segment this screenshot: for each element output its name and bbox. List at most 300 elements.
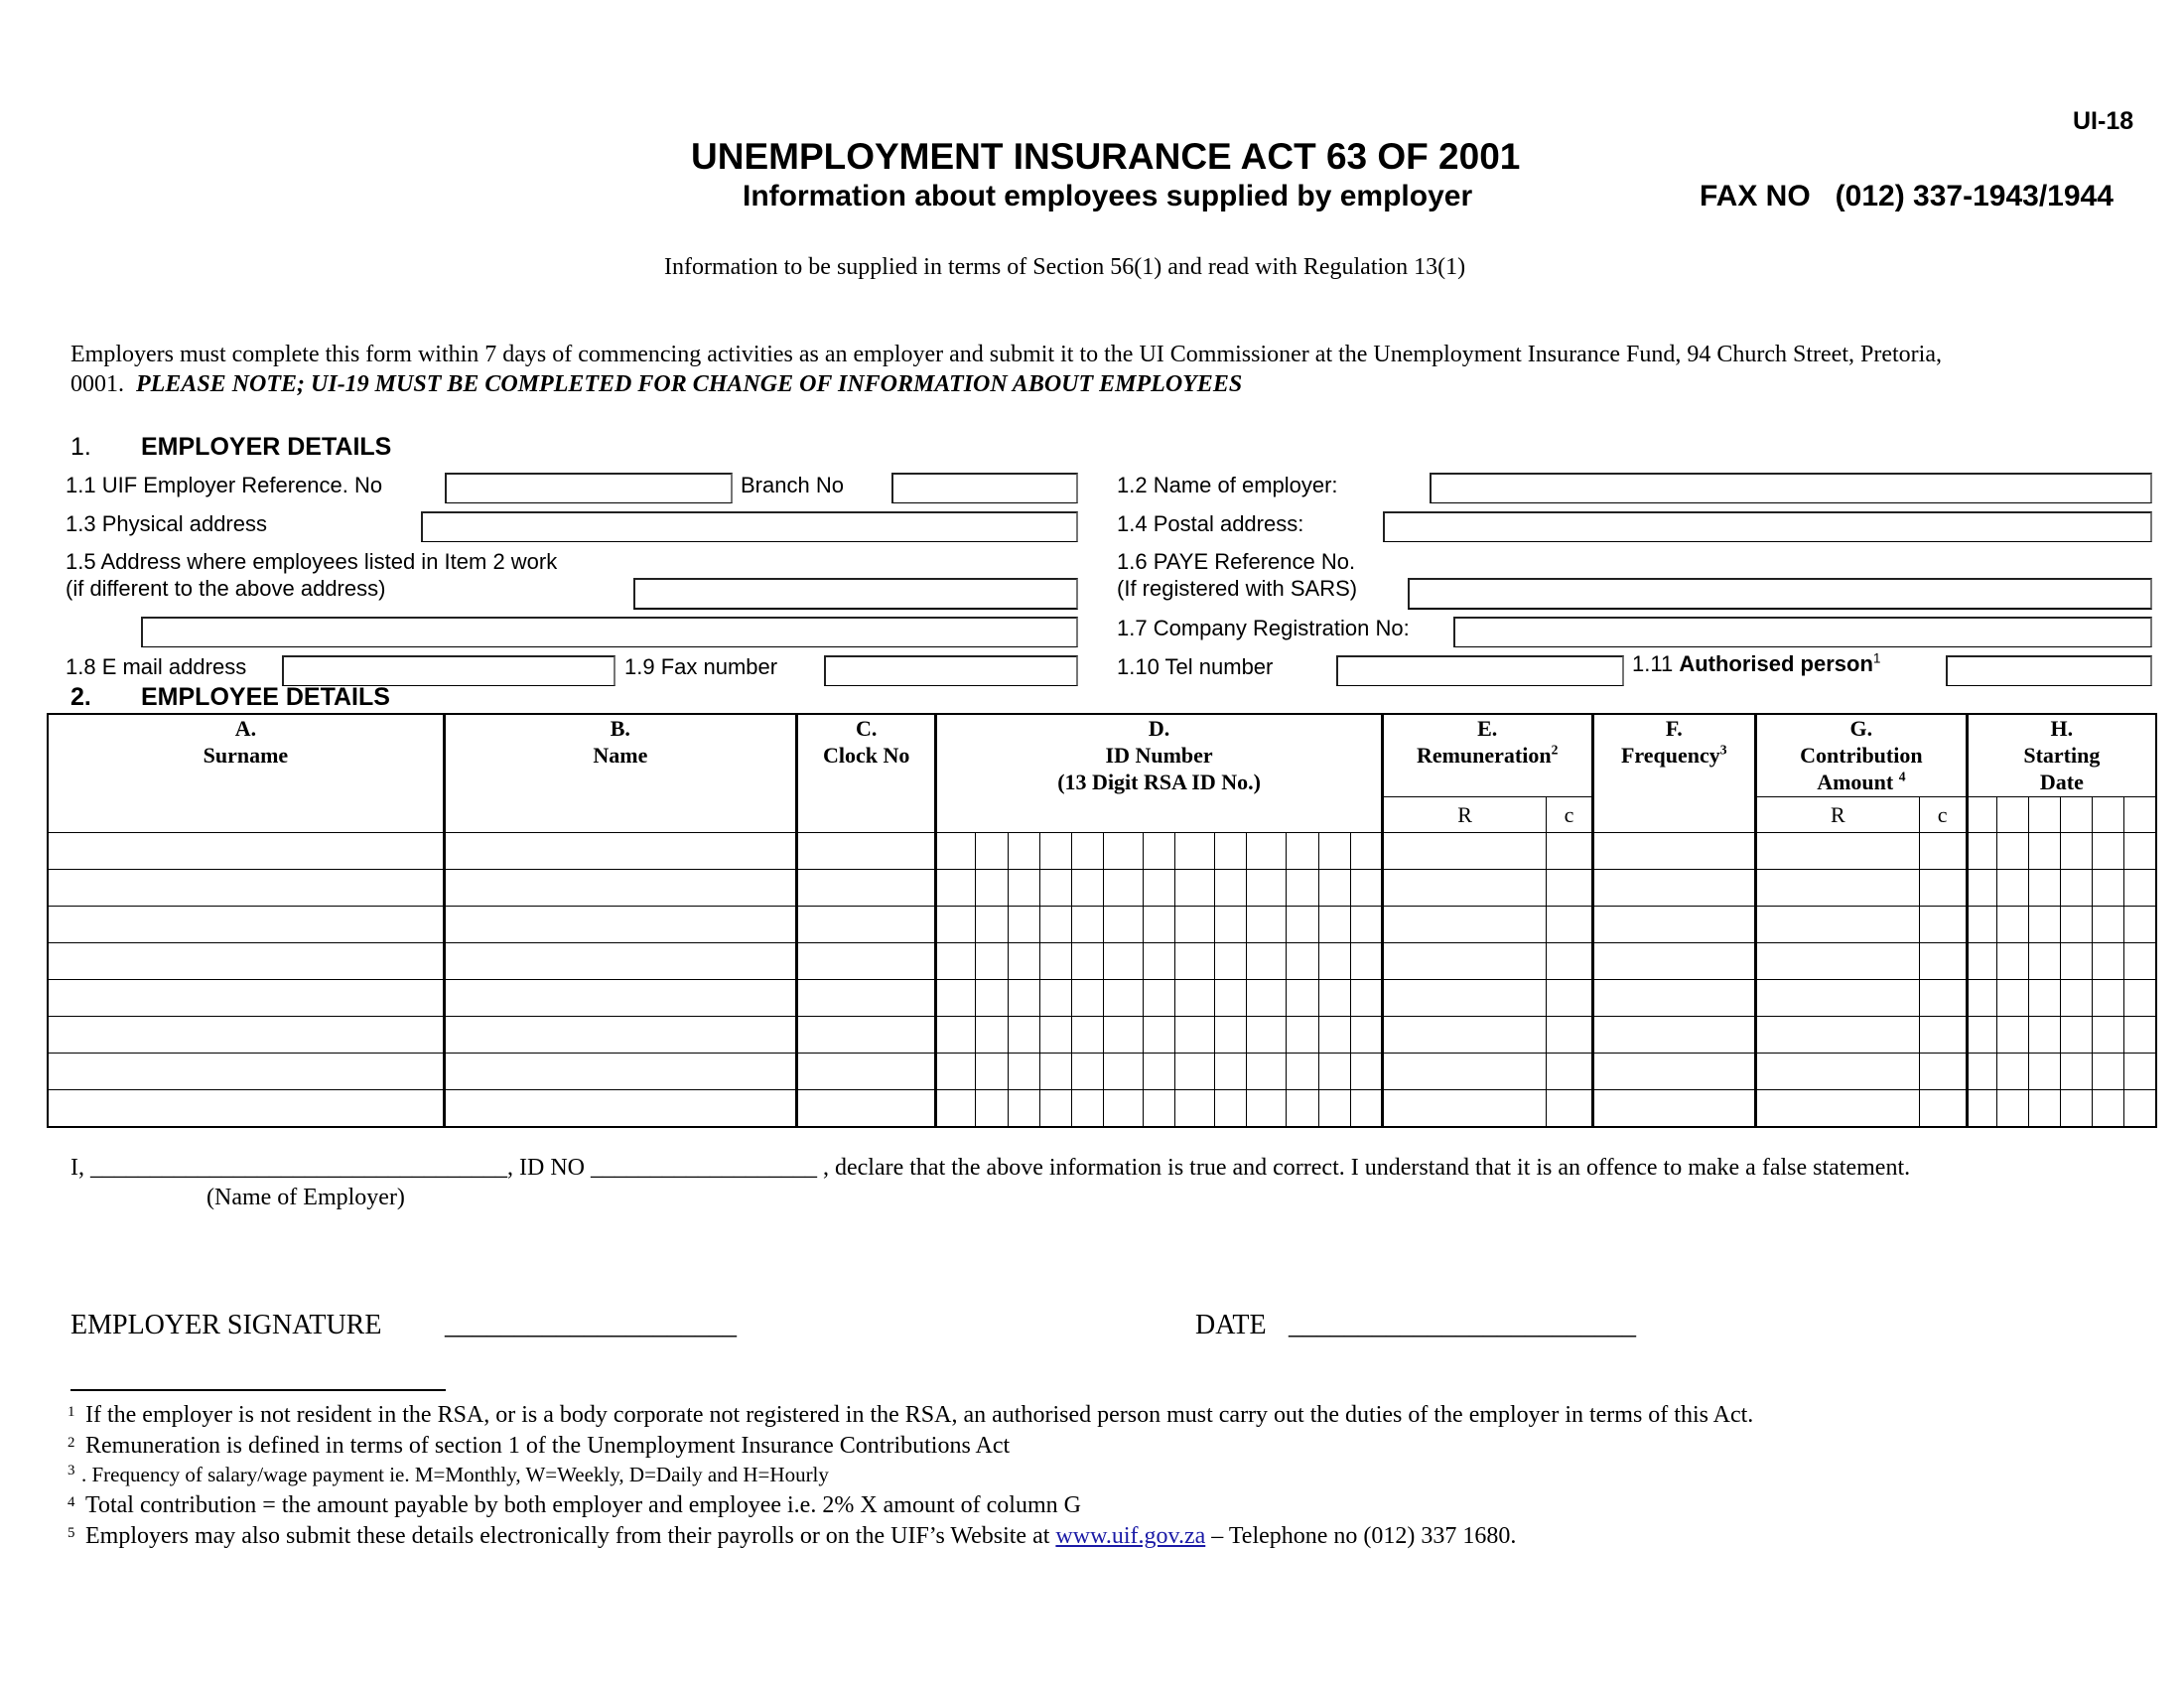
table-cell[interactable] (796, 1017, 935, 1054)
table-cell[interactable] (1919, 870, 1967, 907)
table-cell[interactable] (1318, 907, 1350, 943)
postal-address-label: 1.4 Postal address: (1117, 511, 1304, 536)
table-cell[interactable] (1008, 833, 1039, 870)
table-cell[interactable] (2124, 1017, 2156, 1054)
table-cell[interactable] (976, 1017, 1008, 1054)
table-cell[interactable] (1756, 980, 1920, 1017)
table-cell[interactable] (1756, 1017, 1920, 1054)
table-cell[interactable] (1967, 943, 1996, 980)
section-1-number: 1. (70, 433, 91, 461)
footnote-4: 4 Total contribution = the amount payable by both employer and employee i.e. 2% X amount of column G (68, 1492, 1081, 1518)
table-cell[interactable] (1143, 980, 1174, 1017)
footnote-1: 1 If the employer is not resident in the RSA, or is a body corporate not registered in the RSA, an authorised person must carry out the duties of the employer in terms of this Act. (68, 1402, 1754, 1428)
table-cell[interactable] (936, 833, 976, 870)
table-cell[interactable] (1350, 1054, 1382, 1090)
table-cell[interactable] (1247, 870, 1287, 907)
table-cell[interactable] (1967, 980, 1996, 1017)
table-cell[interactable] (1008, 943, 1039, 980)
branch-no-label: Branch No (741, 473, 844, 497)
table-cell[interactable] (1175, 1090, 1215, 1128)
col-h-box (2093, 797, 2124, 833)
declaration-text: I, ___________________________________, ID NO ___________________ , declare that the above information is true and correct. I understand that it is an offence to make a false statement. (70, 1155, 1911, 1181)
col-f-header: F. Frequency$^3$ (1592, 714, 1756, 833)
table-cell[interactable] (796, 833, 935, 870)
table-cell[interactable] (1215, 907, 1247, 943)
table-cell[interactable] (1039, 943, 1071, 980)
table-cell[interactable] (1008, 907, 1039, 943)
table-cell[interactable] (1143, 943, 1174, 980)
table-cell[interactable] (1318, 833, 1350, 870)
col-e-rand: R (1382, 797, 1547, 833)
col-c-header: C. Clock No (796, 714, 935, 833)
table-cell[interactable] (796, 870, 935, 907)
authorised-person-number: 1.11 (1632, 651, 1674, 676)
section-1-title: EMPLOYER DETAILS (141, 433, 392, 461)
table-cell[interactable] (976, 943, 1008, 980)
table-cell[interactable] (1215, 1054, 1247, 1090)
col-a-header: A. Surname (48, 714, 444, 833)
table-cell[interactable] (1103, 833, 1143, 870)
table-cell[interactable] (796, 1054, 935, 1090)
table-cell[interactable] (444, 943, 796, 980)
table-cell[interactable] (1547, 907, 1592, 943)
fax-number-header: FAX NO (012) 337-1943/1944 (1700, 180, 2114, 212)
table-cell[interactable] (1039, 1054, 1071, 1090)
table-cell[interactable] (1547, 943, 1592, 980)
table-cell[interactable] (48, 1090, 444, 1128)
uif-ref-input[interactable] (445, 473, 733, 503)
section-2-number: 2. (70, 683, 91, 711)
table-cell[interactable] (1382, 1054, 1547, 1090)
table-cell[interactable] (2093, 1017, 2124, 1054)
table-cell[interactable] (796, 980, 935, 1017)
table-cell[interactable] (1592, 943, 1756, 980)
signature-label: EMPLOYER SIGNATURE (70, 1310, 382, 1340)
table-cell[interactable] (1919, 943, 1967, 980)
table-cell[interactable] (1919, 980, 1967, 1017)
table-cell[interactable] (1756, 1054, 1920, 1090)
table-cell[interactable] (976, 833, 1008, 870)
work-address-input[interactable] (633, 578, 1078, 610)
table-cell[interactable] (1071, 943, 1103, 980)
postal-address-input[interactable] (1383, 511, 2152, 542)
table-cell[interactable] (1103, 907, 1143, 943)
table-cell[interactable] (1103, 943, 1143, 980)
table-cell[interactable] (1967, 833, 1996, 870)
table-cell[interactable] (2093, 870, 2124, 907)
table-cell[interactable] (1350, 1017, 1382, 1054)
table-cell[interactable] (48, 1054, 444, 1090)
table-cell[interactable] (1287, 907, 1318, 943)
table-cell[interactable] (1547, 833, 1592, 870)
table-cell[interactable] (1592, 870, 1756, 907)
col-h-box (2060, 797, 2092, 833)
company-reg-input[interactable] (1453, 617, 2152, 647)
table-cell[interactable] (1071, 980, 1103, 1017)
table-cell[interactable] (1247, 943, 1287, 980)
table-cell[interactable] (1008, 1090, 1039, 1128)
footnote-separator (70, 1389, 446, 1391)
table-cell[interactable] (2124, 870, 2156, 907)
table-cell[interactable] (1919, 1090, 1967, 1128)
authorised-person-sup: 1 (1872, 650, 1881, 666)
table-cell[interactable] (1382, 833, 1547, 870)
tel-input[interactable] (1336, 655, 1624, 686)
section-reference: Information to be supplied in terms of Section 56(1) and read with Regulation 13(1) (664, 254, 1466, 280)
table-cell[interactable] (444, 980, 796, 1017)
table-cell[interactable] (1071, 1054, 1103, 1090)
col-e-header: E. Remuneration$^2$ (1382, 714, 1592, 797)
table-cell[interactable] (1919, 1054, 1967, 1090)
table-cell[interactable] (2028, 980, 2060, 1017)
table-cell[interactable] (1008, 870, 1039, 907)
col-h-box (2124, 797, 2156, 833)
table-cell[interactable] (1756, 1090, 1920, 1128)
table-cell[interactable] (1143, 833, 1174, 870)
table-cell[interactable] (1547, 870, 1592, 907)
work-address-input-2[interactable] (141, 617, 1078, 647)
table-cell[interactable] (1756, 833, 1920, 870)
table-cell[interactable] (796, 943, 935, 980)
table-cell[interactable] (2060, 833, 2092, 870)
table-cell[interactable] (1547, 1090, 1592, 1128)
table-cell[interactable] (1039, 1090, 1071, 1128)
table-cell[interactable] (444, 870, 796, 907)
table-cell[interactable] (1143, 1054, 1174, 1090)
table-row (48, 907, 2156, 943)
table-cell[interactable] (1592, 980, 1756, 1017)
table-cell[interactable] (1247, 833, 1287, 870)
physical-address-label: 1.3 Physical address (66, 511, 267, 536)
table-cell[interactable] (2028, 943, 2060, 980)
footnote-5: 5 Employers may also submit these details electronically from their payrolls or on the UIF’s Website at www.uif.gov.za – Telephone no (012) 337 1680. (68, 1523, 1517, 1549)
table-row (48, 833, 2156, 870)
table-cell[interactable] (1318, 980, 1350, 1017)
table-row (48, 1054, 2156, 1090)
table-cell[interactable] (2093, 1090, 2124, 1128)
table-cell[interactable] (2028, 1090, 2060, 1128)
table-cell[interactable] (1143, 1017, 1174, 1054)
table-row (48, 870, 2156, 907)
table-cell[interactable] (1071, 833, 1103, 870)
table-cell[interactable] (1039, 980, 1071, 1017)
table-cell[interactable] (48, 980, 444, 1017)
table-row (48, 1017, 2156, 1054)
table-cell[interactable] (1103, 870, 1143, 907)
col-h-box (1996, 797, 2028, 833)
table-cell[interactable] (1967, 1054, 1996, 1090)
table-cell[interactable] (936, 1054, 976, 1090)
table-cell[interactable] (1247, 1090, 1287, 1128)
table-cell[interactable] (2124, 1054, 2156, 1090)
branch-no-input[interactable] (891, 473, 1078, 503)
table-cell[interactable] (2028, 1054, 2060, 1090)
table-cell[interactable] (1547, 980, 1592, 1017)
fax-label: 1.9 Fax number (624, 654, 778, 679)
table-cell[interactable] (1071, 870, 1103, 907)
table-cell[interactable] (48, 943, 444, 980)
table-cell[interactable] (1247, 1017, 1287, 1054)
table-cell[interactable] (1592, 1090, 1756, 1128)
table-cell[interactable] (444, 1017, 796, 1054)
col-g-cents: c (1919, 797, 1967, 833)
table-cell[interactable] (1008, 980, 1039, 1017)
table-cell[interactable] (1318, 1017, 1350, 1054)
table-cell[interactable] (1996, 1017, 2028, 1054)
table-cell[interactable] (2093, 980, 2124, 1017)
table-cell[interactable] (1143, 1090, 1174, 1128)
table-cell[interactable] (1247, 907, 1287, 943)
table-cell[interactable] (1247, 1054, 1287, 1090)
table-cell[interactable] (1287, 980, 1318, 1017)
table-cell[interactable] (1247, 980, 1287, 1017)
table-cell[interactable] (2124, 907, 2156, 943)
table-cell[interactable] (2093, 907, 2124, 943)
table-cell[interactable] (976, 1090, 1008, 1128)
col-g-rand: R (1756, 797, 1920, 833)
table-row (48, 980, 2156, 1017)
table-cell[interactable] (1215, 943, 1247, 980)
table-cell[interactable] (1919, 1017, 1967, 1054)
table-cell[interactable] (1215, 870, 1247, 907)
table-cell[interactable] (1350, 980, 1382, 1017)
table-cell[interactable] (976, 980, 1008, 1017)
employer-name-label: 1.2 Name of employer: (1117, 473, 1338, 497)
authorised-person-label (1632, 651, 1880, 677)
table-cell[interactable] (2124, 943, 2156, 980)
work-address-label: 1.5 Address where employees listed in Item 2 work (66, 549, 558, 574)
table-cell[interactable] (1382, 1017, 1547, 1054)
table-cell[interactable] (1008, 1054, 1039, 1090)
table-cell[interactable] (1071, 907, 1103, 943)
col-h-box (1967, 797, 1996, 833)
table-cell[interactable] (2060, 1054, 2092, 1090)
table-cell[interactable] (1215, 980, 1247, 1017)
uif-website-link[interactable]: www.uif.gov.za (1055, 1523, 1206, 1549)
table-cell[interactable] (936, 1090, 976, 1128)
table-cell[interactable] (2028, 1017, 2060, 1054)
table-cell[interactable] (796, 1090, 935, 1128)
employee-table (47, 713, 2157, 1128)
footnote-3: 3 . Frequency of salary/wage payment ie. M=Monthly, W=Weekly, D=Daily and H=Hourly (68, 1463, 829, 1486)
table-cell[interactable] (1756, 907, 1920, 943)
table-cell[interactable] (1592, 907, 1756, 943)
table-cell[interactable] (1592, 1017, 1756, 1054)
table-cell[interactable] (1350, 870, 1382, 907)
table-cell[interactable] (2060, 870, 2092, 907)
table-cell[interactable] (1318, 870, 1350, 907)
table-cell[interactable] (2028, 833, 2060, 870)
table-cell[interactable] (1039, 907, 1071, 943)
table-cell[interactable] (976, 1054, 1008, 1090)
table-cell[interactable] (2093, 833, 2124, 870)
table-cell[interactable] (1350, 907, 1382, 943)
col-h-header: H. Starting Date (1967, 714, 2156, 797)
table-cell[interactable] (1382, 870, 1547, 907)
table-cell[interactable] (1039, 870, 1071, 907)
table-cell[interactable] (1143, 907, 1174, 943)
table-cell[interactable] (1103, 1054, 1143, 1090)
table-cell[interactable] (936, 943, 976, 980)
col-g-header: G. Contribution Amount $^4$ (1756, 714, 1968, 797)
table-cell[interactable] (1175, 833, 1215, 870)
table-cell[interactable] (2060, 980, 2092, 1017)
table-cell[interactable] (48, 833, 444, 870)
authorised-person-text: Authorised person (1679, 651, 1873, 676)
table-cell[interactable] (2093, 1054, 2124, 1090)
table-cell[interactable] (2060, 907, 2092, 943)
table-cell[interactable] (444, 907, 796, 943)
table-cell[interactable] (1919, 907, 1967, 943)
table-cell[interactable] (1967, 1017, 1996, 1054)
signature-line[interactable]: _____________________ (445, 1310, 737, 1340)
paye-ref-label: 1.6 PAYE Reference No. (1117, 549, 1356, 574)
date-line[interactable]: _________________________ (1289, 1310, 1636, 1340)
declaration-name-caption: (Name of Employer) (206, 1185, 405, 1210)
table-cell[interactable] (936, 1017, 976, 1054)
table-cell[interactable] (2060, 943, 2092, 980)
table-cell[interactable] (1967, 907, 1996, 943)
table-cell[interactable] (1350, 833, 1382, 870)
table-cell[interactable] (1592, 833, 1756, 870)
table-cell[interactable] (1008, 1017, 1039, 1054)
table-cell[interactable] (1967, 1090, 1996, 1128)
employee-table-header (48, 714, 2156, 797)
table-cell[interactable] (1103, 980, 1143, 1017)
table-cell[interactable] (2060, 1017, 2092, 1054)
table-cell[interactable] (1287, 943, 1318, 980)
table-cell[interactable] (1215, 1090, 1247, 1128)
table-cell[interactable] (2028, 870, 2060, 907)
table-cell[interactable] (1996, 907, 2028, 943)
table-row (48, 943, 2156, 980)
email-input[interactable] (282, 655, 615, 686)
col-d-header: D. ID Number (13 Digit RSA ID No.) (936, 714, 1382, 833)
table-cell[interactable] (1175, 1017, 1215, 1054)
table-cell[interactable] (936, 907, 976, 943)
email-label: 1.8 E mail address (66, 654, 247, 679)
table-cell[interactable] (1287, 1090, 1318, 1128)
table-cell[interactable] (2124, 980, 2156, 1017)
table-cell[interactable] (1215, 1017, 1247, 1054)
footnote-2: 2 Remuneration is defined in terms of section 1 of the Unemployment Insurance Contributions Act (68, 1433, 1011, 1459)
paye-ref-input[interactable] (1408, 578, 2152, 610)
uif-ref-label: 1.1 UIF Employer Reference. No (66, 473, 383, 497)
table-cell[interactable] (1287, 1054, 1318, 1090)
table-cell[interactable] (1175, 907, 1215, 943)
table-cell[interactable] (2124, 833, 2156, 870)
table-cell[interactable] (1382, 1090, 1547, 1128)
intro-text: Employers must complete this form within 7 days of commencing activities as an employer and submit it to the UI Commissioner at the Unemployment Insurance Fund, 94 Church Street, Pretoria, (70, 342, 1942, 367)
fax-input[interactable] (824, 655, 1078, 686)
table-cell[interactable] (936, 980, 976, 1017)
table-cell[interactable] (2093, 943, 2124, 980)
table-cell[interactable] (1103, 1090, 1143, 1128)
table-cell[interactable] (1318, 943, 1350, 980)
table-cell[interactable] (2028, 907, 2060, 943)
table-cell[interactable] (1039, 1017, 1071, 1054)
table-cell[interactable] (1175, 870, 1215, 907)
table-cell[interactable] (2060, 1090, 2092, 1128)
authorised-person-input[interactable] (1946, 655, 2152, 686)
table-cell[interactable] (1175, 980, 1215, 1017)
table-cell[interactable] (1071, 1090, 1103, 1128)
table-cell[interactable] (48, 870, 444, 907)
table-cell[interactable] (1382, 980, 1547, 1017)
table-cell[interactable] (1175, 1054, 1215, 1090)
table-cell[interactable] (48, 1017, 444, 1054)
physical-address-input[interactable] (421, 511, 1078, 542)
table-cell[interactable] (1919, 833, 1967, 870)
table-cell[interactable] (1175, 943, 1215, 980)
intro-postcode: 0001. (70, 371, 124, 397)
table-cell[interactable] (1350, 943, 1382, 980)
table-cell[interactable] (1039, 833, 1071, 870)
employer-name-input[interactable] (1430, 473, 2152, 503)
table-cell[interactable] (1996, 1090, 2028, 1128)
company-reg-label: 1.7 Company Registration No: (1117, 616, 1410, 640)
table-cell[interactable] (444, 1090, 796, 1128)
table-cell[interactable] (1547, 1054, 1592, 1090)
table-cell[interactable] (1287, 870, 1318, 907)
table-cell[interactable] (1756, 870, 1920, 907)
table-cell[interactable] (1592, 1054, 1756, 1090)
table-cell[interactable] (1547, 1017, 1592, 1054)
table-cell[interactable] (1996, 980, 2028, 1017)
table-row (48, 1090, 2156, 1128)
table-cell[interactable] (1996, 870, 2028, 907)
table-cell[interactable] (48, 907, 444, 943)
table-cell[interactable] (1287, 833, 1318, 870)
table-cell[interactable] (1215, 833, 1247, 870)
table-cell[interactable] (1382, 907, 1547, 943)
table-cell[interactable] (1382, 943, 1547, 980)
col-b-header: B. Name (444, 714, 796, 833)
table-cell[interactable] (1996, 943, 2028, 980)
form-code: UI-18 (2073, 107, 2134, 135)
table-cell[interactable] (1967, 870, 1996, 907)
table-cell[interactable] (1350, 1090, 1382, 1128)
table-cell[interactable] (976, 870, 1008, 907)
table-cell[interactable] (1756, 943, 1920, 980)
page-title: UNEMPLOYMENT INSURANCE ACT 63 OF 2001 (691, 136, 1521, 177)
col-e-cents: c (1547, 797, 1592, 833)
table-cell[interactable] (1287, 1017, 1318, 1054)
page-subtitle: Information about employees supplied by employer (743, 180, 1473, 212)
table-cell[interactable] (1996, 833, 2028, 870)
table-cell[interactable] (1103, 1017, 1143, 1054)
table-cell[interactable] (1318, 1054, 1350, 1090)
intro-text-2 (70, 371, 1242, 398)
table-cell[interactable] (1071, 1017, 1103, 1054)
table-cell[interactable] (1996, 1054, 2028, 1090)
table-cell[interactable] (976, 907, 1008, 943)
date-label: DATE (1195, 1310, 1267, 1340)
table-cell[interactable] (936, 870, 976, 907)
table-cell[interactable] (444, 1054, 796, 1090)
table-cell[interactable] (1143, 870, 1174, 907)
paye-ref-note: (If registered with SARS) (1117, 576, 1358, 601)
table-cell[interactable] (444, 833, 796, 870)
table-cell[interactable] (796, 907, 935, 943)
col-h-box (2028, 797, 2060, 833)
tel-label: 1.10 Tel number (1117, 654, 1274, 679)
work-address-note: (if different to the above address) (66, 576, 386, 601)
intro-note: PLEASE NOTE; UI-19 MUST BE COMPLETED FOR CHANGE OF INFORMATION ABOUT EMPLOYEES (136, 371, 1243, 397)
table-cell[interactable] (2124, 1090, 2156, 1128)
section-2-title: EMPLOYEE DETAILS (141, 683, 390, 711)
table-cell[interactable] (1318, 1090, 1350, 1128)
